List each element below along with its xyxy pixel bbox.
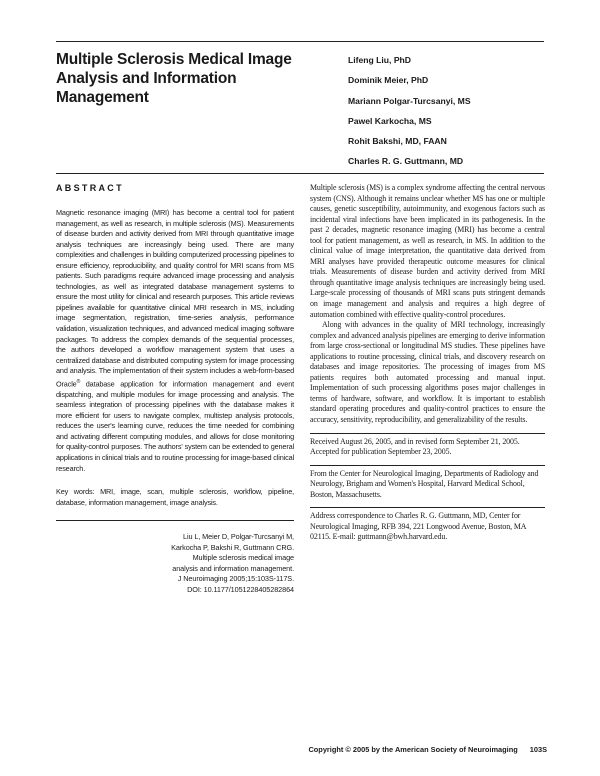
citation-line: analysis and information management. [172, 563, 294, 573]
citation-line: J Neuroimaging 2005;15:103S-117S. [177, 574, 294, 584]
body-paragraph: Multiple sclerosis (MS) is a complex syndrome affecting the central nervous system (CNS). Although it remains unclear whether MS has one or multiple causes, genetic susceptibility, autoimmunity, and exogenous factors such as incidental viral infections have been implicated in its pathogenesis. In the past 2 decades, magnetic resonance imaging (MRI) has become a central tool for patient management, as well as research, in MS. In addition to the clinical value of image interpretation, the quantitative data derived from MRI analyses have provided therapeutic outcome measures for clinical trials. Measurements of disease burden and activity derived from MRI through quantitative image analysis techniques are increasingly being used. Large-scale processing of thousands of MRI scans puts stringent demands on image management and analysis and requires a high degree of automation combined with effective quality-control procedures. [310, 183, 545, 319]
page-number: 103S [529, 745, 547, 754]
author-name: Rohit Bakshi, MD, FAAN [348, 136, 447, 147]
author-name: Lifeng Liu, PhD [348, 55, 412, 65]
abstract-heading: ABSTRACT [56, 183, 124, 193]
author-name: Dominik Meier, PhD [348, 75, 429, 86]
body-column [310, 183, 545, 543]
citation-line: Multiple sclerosis medical image [192, 553, 294, 563]
affiliation-note: From the Center for Neurological Imaging, Departments of Radiology and Neurology, Brigham and Women's Hospital, Harvard Medical School, Boston, Massachusetts. [310, 468, 539, 499]
body-text [310, 183, 545, 426]
note-rule [310, 433, 545, 434]
received-note: Received August 26, 2005, and in revised form September 21, 2005. Accepted for publication September 23, 2005. [310, 436, 520, 457]
abstract-text [56, 208, 294, 474]
abstract-text-part2: database application for information management and event dispatching, and multiple modules for image processing and analysis. The seamless integration of processing pipelines with the database makes it more efficient for users to navigate complex, multistep analysis protocols, reduces the user's learning curve, reduces the time needed for combining and activating different computing modules, and allows for close monitoring for quality-control purposes. The authors' system can be extended to general applications in clinical trials and to routine processing for image-based clinical research. [56, 379, 294, 473]
citation-block [56, 532, 294, 595]
citation-doi: DOI: 10.1177/1051228405282864 [187, 584, 294, 594]
registered-trademark: ® [76, 378, 81, 385]
author-name: Charles R. G. Guttmann, MD [348, 156, 464, 167]
author-list [348, 55, 548, 177]
author-name: Pawel Karkocha, MS [348, 115, 432, 126]
section-rule [56, 173, 544, 174]
author-name: Mariann Polgar-Turcsanyi, MS [348, 95, 471, 106]
abstract-column [56, 183, 294, 595]
copyright-text: Copyright © 2005 by the American Society of Neuroimaging [308, 745, 518, 754]
note-rule [310, 507, 545, 508]
top-rule [56, 41, 544, 42]
abstract-text-part1: Magnetic resonance imaging (MRI) has become a central tool for patient management, as well as research, in multiple sclerosis (MS). Measurements of disease burden and activity derived from MRI through quantitative image analysis techniques are increasingly being used. There are many complexities and challenges in building computerized processing pipelines to ensure efficiency, reproducibility, and quality control for MRI scans from MS patients. Such paradigms require advanced image processing and analysis technologies, as well as integrated database management systems to ensure the most utility for clinical and research purposes. This article reviews pipelines available for quantitative clinical MRI research in MS, including image segmentation, registration, time-series analysis, performance validation, visualization techniques, and advanced medical imaging software packages. To address the complex demands of the sequential processes, the authors developed a workflow management system that uses a centralized database and distributed computing system for image processing and analysis. The implementation of their system includes a web-form-based Oracle [56, 208, 294, 389]
page-footer [255, 745, 547, 754]
keywords: Key words: MRI, image, scan, multiple sclerosis, workflow, pipeline, database, information management, image analysis. [56, 487, 294, 507]
citation-line: Liu L, Meier D, Polgar-Turcsanyi M, [183, 532, 294, 542]
note-rule [310, 465, 545, 466]
article-title: Multiple Sclerosis Medical Image Analysis and Information Management [56, 51, 292, 106]
citation-line: Karkocha P, Bakshi R, Guttmann CRG. [171, 542, 294, 552]
correspondence-note: Address correspondence to Charles R. G. Guttmann, MD, Center for Neurological Imaging, RFB 394, 221 Longwood Avenue, Boston, MA 02115. E-mail: guttmann@bwh.harvard.edu. [310, 511, 526, 542]
citation-rule [56, 520, 294, 521]
body-paragraph: Along with advances in the quality of MRI technology, increasingly complex and advanced analysis pipelines are emerging to derive information from large cross-sectional or longitudinal MS studies. These pipelines have applications to routine processing, clinical trials, and discovery research on databases and image repositories. The processing of images from MS patients requires both automated processing and manual input. Implementation of such processing algorithms poses major challenges in terms of hardware, software, and workflow. It is important to establish standard operating procedures and quality-control practices to ensure the accuracy, sensitivity, reproducibility, and generalizability of the results. [310, 320, 546, 425]
